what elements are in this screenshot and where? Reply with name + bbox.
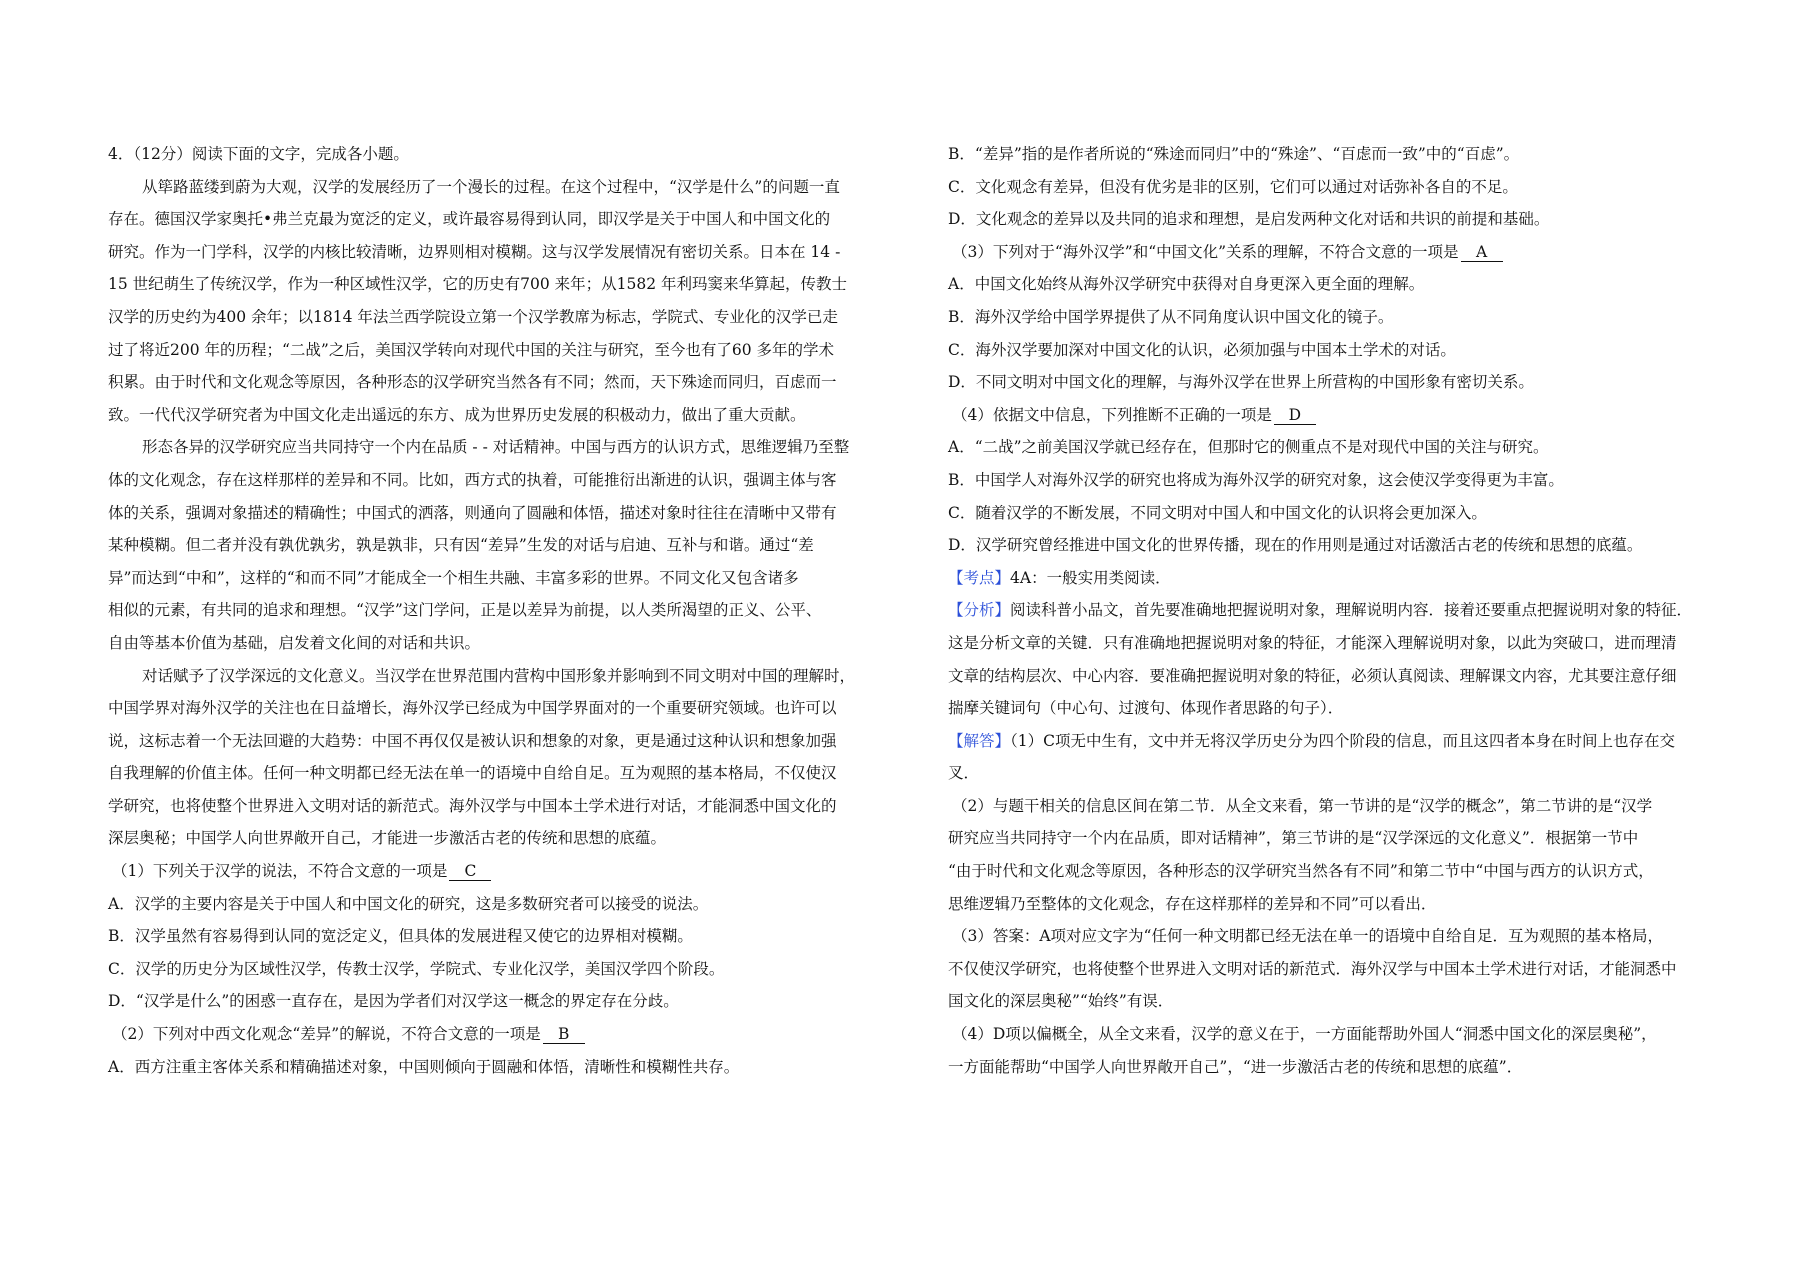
passage-line: 研究。作为一门学科，汉学的内核比较清晰，边界则相对模糊。这与汉学发展情况有密切关系。日本在 14 - (108, 242, 841, 261)
jieda-tag: 【解答】 (948, 731, 1011, 750)
left-column (108, 138, 908, 1083)
q4-options (948, 431, 1718, 561)
q2-stem: （2）下列对中西文化观念“差异”的解说，不符合文意的一项是 B (108, 1018, 908, 1051)
q4-option-a: A．“二战”之前美国汉学就已经存在，但那时它的侧重点不是对现代中国的关注与研究。 (948, 438, 1549, 457)
jieda-line-first (948, 725, 1718, 758)
q1-options (108, 888, 908, 1018)
fenxi-tag: 【分析】 (948, 601, 1011, 620)
passage-line: 深层奥秘；中国学人向世界敞开自己，才能进一步激活古老的传统和思想的底蕴。 (108, 829, 667, 848)
q2-option-d: D．文化观念的差异以及共同的追求和理想，是启发两种文化对话和共识的前提和基础。 (948, 210, 1550, 229)
passage-line: 对话赋予了汉学深远的文化意义。当汉学在世界范围内营构中国形象并影响到不同文明对中国的理解时， (142, 666, 856, 685)
jieda-line: （2）与题干相关的信息区间在第二节．从全文来看，第一节讲的是“汉学的概念”，第二节讲的是“汉学 (952, 796, 1653, 815)
kaodian-tag: 【考点】 (948, 568, 1011, 587)
jieda-text-first: （1）C项无中生有，文中并无将汉学历史分为四个阶段的信息，而且这四者本身在时间上也存在交 (1010, 731, 1675, 750)
passage-line: 相似的元素，有共同的追求和理想。“汉学”这门学问，正是以差异为前提，以人类所渴望的正义、公平、 (108, 601, 822, 620)
fenxi-text-0: 阅读科普小品文，首先要准确地把握说明对象，理解说明内容．接着还要重点把握说明对象的特征． (1010, 601, 1693, 620)
q1-stem: （1）下列关于汉学的说法，不符合文意的一项是 C (108, 855, 908, 888)
fenxi-line: 文章的结构层次、中心内容．要准确把握说明对象的特征，必须认真阅读、理解课文内容，尤其要注意仔细 (948, 666, 1677, 685)
question-header: 4．（12分）阅读下面的文字，完成各小题。 (108, 145, 409, 163)
passage-line: 某种模糊。但二者并没有孰优孰劣，孰是孰非，只有因“差异”生发的对话与启迪、互补与和谐。通过“差 (108, 536, 814, 555)
q1-option-a: A．汉学的主要内容是关于中国人和中国文化的研究，这是多数研究者可以接受的说法。 (108, 894, 709, 913)
q2-option-c: C．文化观念有差异，但没有优劣是非的区别，它们可以通过对话弥补各自的不足。 (948, 177, 1518, 196)
q3-option-b: B．海外汉学给中国学界提供了从不同角度认识中国文化的镜子。 (948, 307, 1394, 326)
jieda-line: 叉． (948, 764, 980, 783)
q2-option-a: A．西方注重主客体关系和精确描述对象，中国则倾向于圆融和体悟，清晰性和模糊性共存。 (108, 1057, 740, 1076)
q1-option-d: D．“汉学是什么”的困惑一直存在，是因为学者们对汉学这一概念的界定存在分歧。 (108, 992, 679, 1011)
jieda-line: 不仅使汉学研究，也将使整个世界进入文明对话的新范式．海外汉学与中国本土学术进行对话，才能洞悉中 (948, 959, 1677, 978)
passage-line: 形态各异的汉学研究应当共同持守一个内在品质 - - 对话精神。中国与西方的认识方式，思维逻辑乃至整 (142, 438, 850, 457)
right-column (948, 138, 1718, 1083)
q4-option-b: B．中国学人对海外汉学的研究也将成为海外汉学的研究对象，这会使汉学变得更为丰富。 (948, 470, 1564, 489)
fenxi-line-first (948, 594, 1718, 627)
q3-option-c: C．海外汉学要加深对中国文化的认识，必须加强与中国本土学术的对话。 (948, 340, 1456, 359)
passage-line: 体的文化观念，存在这样那样的差异和不同。比如，西方式的执着，可能推衍出渐进的认识，强调主体与客 (108, 470, 837, 489)
passage-line: 学研究，也将使整个世界进入文明对话的新范式。海外汉学与中国本土学术进行对话，才能洞悉中国文化的 (108, 796, 837, 815)
fenxi-line: 这是分析文章的关键．只有准确地把握说明对象的特征，才能深入理解说明对象，以此为突破口，进而理清 (948, 633, 1677, 652)
passage-line: 从筚路蓝缕到蔚为大观，汉学的发展经历了一个漫长的过程。在这个过程中，“汉学是什么”的问题一直 (142, 177, 840, 196)
jieda-line: （3）答案：A项对应文字为“任何一种文明都已经无法在单一的语境中自给自足．互为观照的基本格局， (952, 927, 1663, 946)
passage-line: 致。一代代汉学研究者为中国文化走出遥远的东方、成为世界历史发展的积极动力，做出了重大贡献。 (108, 405, 806, 424)
q1-option-c: C．汉学的历史分为区域性汉学，传教士汉学，学院式、专业化汉学，美国汉学四个阶段。 (108, 959, 725, 978)
passage-line: 自由等基本价值为基础，启发着文化间的对话和共识。 (108, 633, 481, 652)
jieda-line: 一方面能帮助“中国学人向世界敞开自己”，“进一步激活古老的传统和思想的底蕴”． (948, 1057, 1523, 1076)
q4-stem: （4）依据文中信息，下列推断不正确的一项是 D (948, 399, 1718, 432)
q2-answer: B (543, 1025, 585, 1044)
q3-answer: A (1461, 243, 1503, 262)
passage-line: 积累。由于时代和文化观念等原因，各种形态的汉学研究当然各有不同；然而，天下殊途而同归，百虑而一 (108, 373, 837, 392)
kaodian-line (948, 562, 1718, 595)
passage-line: 体的关系，强调对象描述的精确性；中国式的洒落，则通向了圆融和体悟，描述对象时往往在清晰中又带有 (108, 503, 837, 522)
q1-answer: C (449, 862, 491, 881)
q1-option-b: B．汉学虽然有容易得到认同的宽泛定义，但具体的发展进程又使它的边界相对模糊。 (108, 927, 693, 946)
jieda-line: 国文化的深层奥秘”“始终”有误． (948, 992, 1174, 1011)
jieda-line: （4）D项以偏概全，从全文来看，汉学的意义在于，一方面能帮助外国人“洞悉中国文化的深层奥秘”， (952, 1025, 1657, 1044)
passage-line: 自我理解的价值主体。任何一种文明都已经无法在单一的语境中自给自足。互为观照的基本格局，不仅使汉 (108, 764, 837, 783)
passage (108, 171, 908, 855)
q4-option-c: C．随着汉学的不断发展，不同文明对中国人和中国文化的认识将会更加深入。 (948, 503, 1487, 522)
q3-options (948, 268, 1718, 398)
q3-option-a: A．中国文化始终从海外汉学研究中获得对自身更深入更全面的理解。 (948, 275, 1425, 294)
q2-option-b: B．“差异”指的是作者所说的“殊途而同归”中的“殊途”、“百虑而一致”中的“百虑”。 (948, 145, 1520, 163)
passage-line: 存在。德国汉学家奥托•弗兰克最为宽泛的定义，或许最容易得到认同，即汉学是关于中国人和中国文化的 (108, 210, 831, 229)
passage-line: 15 世纪萌生了传统汉学，作为一种区域性汉学，它的历史有700 来年；从1582 年利玛窦来华算起，传教士 (108, 275, 848, 294)
q4-answer: D (1274, 406, 1316, 425)
kaodian-text: 4A：一般实用类阅读． (1010, 568, 1171, 587)
q3-stem: （3）下列对于“海外汉学”和“中国文化”关系的理解，不符合文意的一项是 A (948, 236, 1718, 269)
q3-option-d: D．不同文明对中国文化的理解，与海外汉学在世界上所营构的中国形象有密切关系。 (948, 373, 1534, 392)
fenxi-line: 揣摩关键词句（中心句、过渡句、体现作者思路的句子）． (948, 699, 1344, 718)
jieda-line: 研究应当共同持守一个内在品质，即对话精神”，第三节讲的是“汉学深远的文化意义”．根据第一节中 (948, 829, 1639, 848)
jieda-line: 思维逻辑乃至整体的文化观念，存在这样那样的差异和不同”可以看出． (948, 894, 1437, 913)
q4-option-d: D．汉学研究曾经推进中国文化的世界传播，现在的作用则是通过对话激活古老的传统和思想的底蕴。 (948, 536, 1643, 555)
passage-line: 说，这标志着一个无法回避的大趋势：中国不再仅仅是被认识和想象的对象，更是通过这种认识和想象加强 (108, 731, 837, 750)
passage-line: 异”而达到“中和”，这样的“和而不同”才能成全一个相生共融、丰富多彩的世界。不同文化又包含诸多 (108, 568, 799, 587)
passage-line: 中国学界对海外汉学的关注也在日益增长，海外汉学已经成为中国学界面对的一个重要研究领域。也许可以 (108, 699, 837, 718)
jieda-lines (948, 757, 1718, 1083)
passage-line: 过了将近200 年的历程；“二战”之后，美国汉学转向对现代中国的关注与研究，至今也有了60 多年的学术 (108, 340, 835, 359)
passage-line: 汉学的历史约为400 余年；以1814 年法兰西学院设立第一个汉学教席为标志，学院式、专业化的汉学已走 (108, 307, 838, 326)
jieda-line: “由于时代和文化观念等原因，各种形态的汉学研究当然各有不同”和第二节中“中国与西方的认识方式， (948, 862, 1654, 881)
